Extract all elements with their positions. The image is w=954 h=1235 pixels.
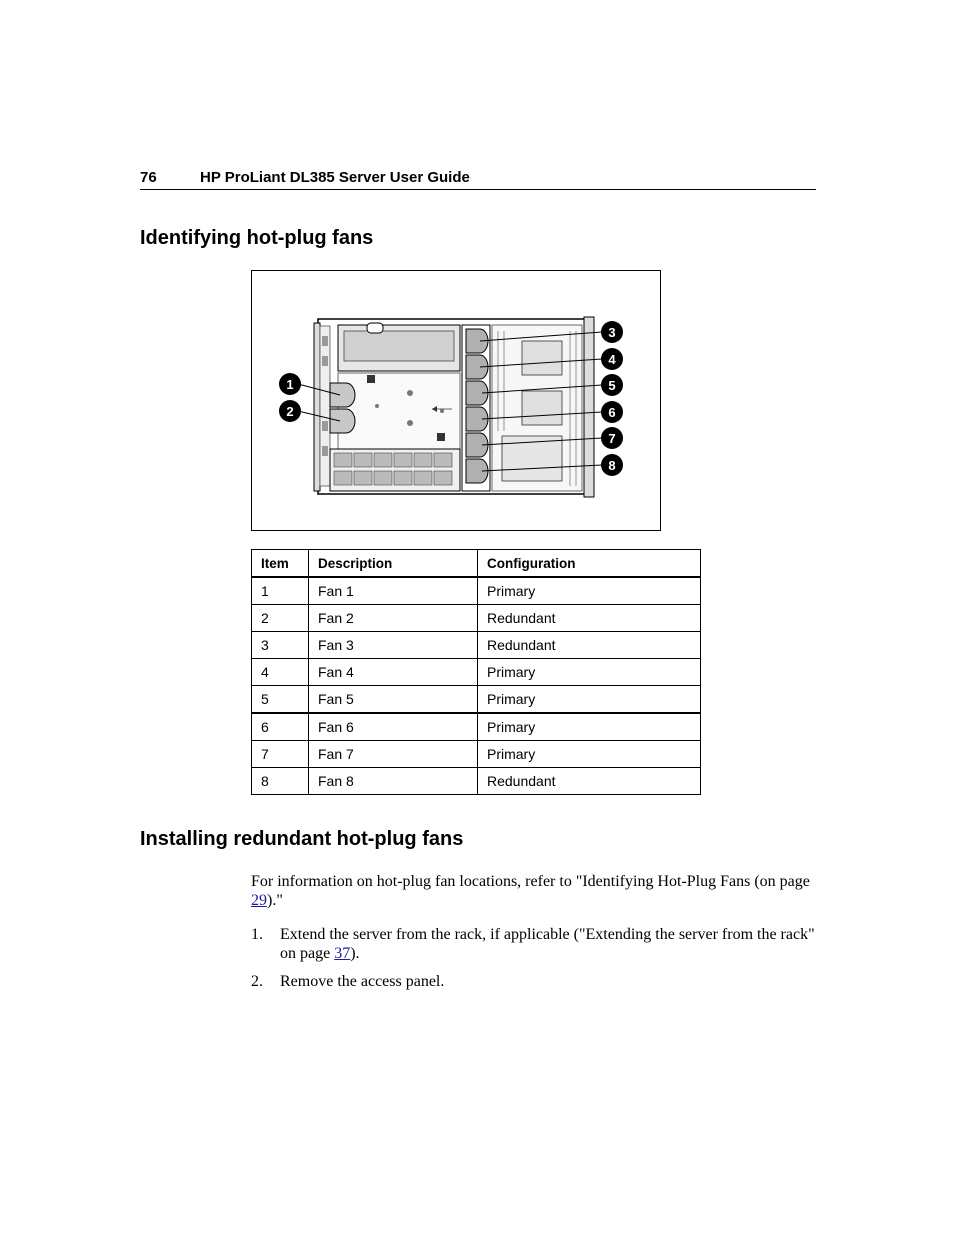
cell-configuration: Primary <box>478 741 701 768</box>
section-title-installing-fans: Installing redundant hot-plug fans <box>140 828 464 850</box>
cell-configuration: Redundant <box>478 605 701 632</box>
cell-configuration: Primary <box>478 577 701 605</box>
cell-description: Fan 8 <box>309 768 478 795</box>
step-text: Remove the access panel. <box>280 973 445 990</box>
svg-text:8: 8 <box>608 458 616 473</box>
cell-description: Fan 1 <box>309 577 478 605</box>
cell-description: Fan 7 <box>309 741 478 768</box>
cell-description: Fan 2 <box>309 605 478 632</box>
cell-item: 2 <box>252 605 309 632</box>
cell-item: 8 <box>252 768 309 795</box>
cell-configuration: Primary <box>478 659 701 686</box>
callout-5 <box>601 374 623 396</box>
svg-text:4: 4 <box>608 352 616 367</box>
cell-configuration: Redundant <box>478 768 701 795</box>
callout-1 <box>279 373 301 395</box>
server-fan-diagram <box>251 270 661 531</box>
column-header-configuration: Configuration <box>478 550 701 578</box>
table-row <box>252 713 701 741</box>
step-text-end: ). <box>350 945 360 962</box>
cell-description: Fan 4 <box>309 659 478 686</box>
svg-text:1: 1 <box>286 377 294 392</box>
callout-4 <box>601 348 623 370</box>
page-header <box>140 168 816 190</box>
server-chassis-illustration <box>252 271 662 532</box>
svg-text:3: 3 <box>608 325 616 340</box>
cell-configuration: Primary <box>478 713 701 741</box>
table-row <box>252 632 701 659</box>
intro-text-end: )." <box>267 892 283 909</box>
intro-paragraph <box>251 872 811 910</box>
cell-item: 1 <box>252 577 309 605</box>
column-header-description: Description <box>309 550 478 578</box>
cell-configuration: Redundant <box>478 632 701 659</box>
cell-description: Fan 5 <box>309 686 478 714</box>
table-header-row <box>252 550 701 578</box>
page-29-link[interactable]: 29 <box>251 892 267 909</box>
callout-3 <box>601 321 623 343</box>
step-text <box>280 925 816 963</box>
column-header-item: Item <box>252 550 309 578</box>
table-row <box>252 768 701 795</box>
svg-text:7: 7 <box>608 431 616 446</box>
cell-configuration: Primary <box>478 686 701 714</box>
callout-2 <box>279 400 301 422</box>
step-text-start: Extend the server from the rack, if applicable ("Extending the server from the rack" on page <box>280 926 815 962</box>
guide-title: HP ProLiant DL385 Server User Guide <box>200 169 470 186</box>
section-title-identifying-fans: Identifying hot-plug fans <box>140 227 374 249</box>
cell-item: 3 <box>252 632 309 659</box>
cell-item: 4 <box>252 659 309 686</box>
table-row <box>252 686 701 714</box>
step-number: 1. <box>251 926 263 943</box>
callout-6 <box>601 401 623 423</box>
table-row <box>252 577 701 605</box>
fan-table <box>251 549 701 795</box>
svg-text:5: 5 <box>608 378 616 393</box>
intro-text: For information on hot-plug fan locations, refer to "Identifying Hot-Plug Fans (on page <box>251 873 810 890</box>
cell-description: Fan 3 <box>309 632 478 659</box>
cell-item: 5 <box>252 686 309 714</box>
table-row <box>252 741 701 768</box>
cell-description: Fan 6 <box>309 713 478 741</box>
table-row <box>252 659 701 686</box>
page-number: 76 <box>140 169 157 186</box>
cell-item: 7 <box>252 741 309 768</box>
page-37-link[interactable]: 37 <box>334 945 351 962</box>
step-number: 2. <box>251 973 263 990</box>
callout-8 <box>601 454 623 476</box>
svg-text:2: 2 <box>286 404 294 419</box>
cell-item: 6 <box>252 713 309 741</box>
svg-text:6: 6 <box>608 405 616 420</box>
table-row <box>252 605 701 632</box>
callout-7 <box>601 427 623 449</box>
